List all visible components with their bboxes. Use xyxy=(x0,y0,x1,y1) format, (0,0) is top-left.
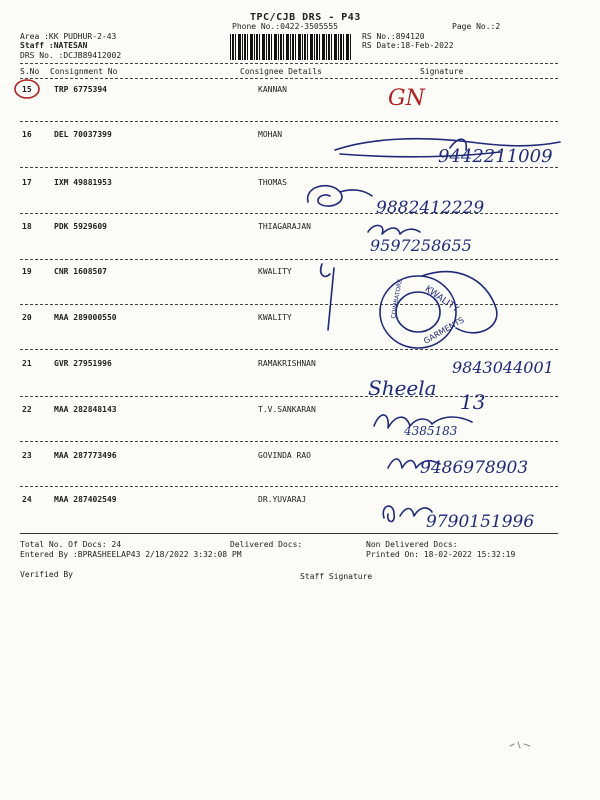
signature-scribble-17 xyxy=(300,176,380,216)
row-consignment: GVR 27951996 xyxy=(54,359,112,368)
col-header-consignment: Consignment No xyxy=(50,67,118,76)
stamp-lower-text: GARMENTS xyxy=(422,315,466,346)
row-consignment: MAA 287773496 xyxy=(54,451,117,460)
row-sno: 20 xyxy=(22,313,32,322)
row-sno: 16 xyxy=(22,130,32,139)
row-sno: 17 xyxy=(22,178,32,187)
handwritten-phone-21: 9843044001 xyxy=(452,358,554,377)
page-number: Page No.:2 xyxy=(452,22,501,31)
rs-date: RS Date:18-Feb-2022 xyxy=(362,41,454,50)
signature-scribble-19 xyxy=(316,260,346,340)
row-consignee: RAMAKRISHNAN xyxy=(258,359,316,368)
row-consignee: MOHAN xyxy=(258,130,283,139)
row-sno: 19 xyxy=(22,267,32,276)
row-consignment: CNR 1608507 xyxy=(54,267,107,276)
handwritten-number-22: 4385183 xyxy=(404,424,458,438)
row-separator xyxy=(20,121,558,122)
row-consignment: MAA 282848143 xyxy=(54,405,117,414)
staff-label: Staff :NATESAN xyxy=(20,41,88,50)
stamp-inner-text: COIMBATORE xyxy=(390,278,404,320)
scan-speck xyxy=(508,738,538,752)
handwritten-initials: GN xyxy=(388,86,425,111)
row-separator xyxy=(20,441,558,442)
row-separator xyxy=(20,486,558,487)
delivered-docs: Delivered Docs: xyxy=(230,540,303,549)
row-consignment: MAA 287402549 xyxy=(54,495,117,504)
staff-signature: Staff Signature xyxy=(300,572,373,581)
header-rule-top xyxy=(20,63,558,64)
row-consignment: TRP 6775394 xyxy=(54,85,107,94)
col-header-consignee: Consignee Details xyxy=(240,67,322,76)
stamp-outer-text: KWALITY xyxy=(422,284,461,315)
row-consignee: THIAGARAJAN xyxy=(258,222,311,231)
row-consignment: MAA 289000550 xyxy=(54,313,117,322)
row-consignee: KWALITY xyxy=(258,313,292,322)
row-consignee: KANNAN xyxy=(258,85,287,94)
handwritten-name-21: Sheela xyxy=(368,376,437,400)
row-consignee: KWALITY xyxy=(258,267,292,276)
company-stamp xyxy=(366,268,516,358)
row-consignment: IXM 49881953 xyxy=(54,178,112,187)
phone-number: Phone No.:0422-3505555 xyxy=(232,22,338,31)
col-header-signature: Signature xyxy=(420,67,464,76)
header-rule-bottom xyxy=(20,78,558,79)
handwritten-phone-23: 9486978903 xyxy=(420,458,529,478)
row-consignment: DEL 70037399 xyxy=(54,130,112,139)
row-sno: 18 xyxy=(22,222,32,231)
row-sno: 22 xyxy=(22,405,32,414)
row-sno: 21 xyxy=(22,359,32,368)
row-sno: 24 xyxy=(22,495,32,504)
row-consignee: T.V.SANKARAN xyxy=(258,405,316,414)
non-delivered-docs: Non Delivered Docs: xyxy=(366,540,458,549)
rs-number: RS No.:894120 xyxy=(362,32,425,41)
handwritten-number-21: 13 xyxy=(460,390,486,414)
row-consignment: PDK 5929609 xyxy=(54,222,107,231)
row-consignee: GOVINDA RAO xyxy=(258,451,311,460)
row-sno: 23 xyxy=(22,451,32,460)
row-separator xyxy=(20,259,558,260)
handwritten-phone-17: 9882412229 xyxy=(376,198,485,218)
row-sno: 15 xyxy=(22,85,32,94)
printed-on: Printed On: 18-02-2022 15:32:19 xyxy=(366,550,516,559)
col-header-sno: S.No xyxy=(20,67,40,76)
row-consignee: THOMAS xyxy=(258,178,287,187)
table-bottom-rule xyxy=(20,533,558,534)
drs-number: DRS No. :DCJB89412002 xyxy=(20,51,122,60)
area-label: Area :KK PUDHUR-2-43 xyxy=(20,32,117,41)
row-consignee: DR.YUVARAJ xyxy=(258,495,307,504)
verified-by: Verified By xyxy=(20,570,73,579)
handwritten-phone-16: 9442211009 xyxy=(438,146,553,167)
document-title: TPC/CJB DRS - P43 xyxy=(250,12,361,23)
handwritten-phone-24: 9790151996 xyxy=(426,512,535,532)
total-docs: Total No. Of Docs: 24 xyxy=(20,540,122,549)
handwritten-phone-18: 9597258655 xyxy=(370,236,472,255)
barcode xyxy=(230,34,352,60)
circle-mark-15 xyxy=(14,78,44,100)
entered-by: Entered By :BPRASHEELAP43 2/18/2022 3:32:08 PM xyxy=(20,550,242,559)
